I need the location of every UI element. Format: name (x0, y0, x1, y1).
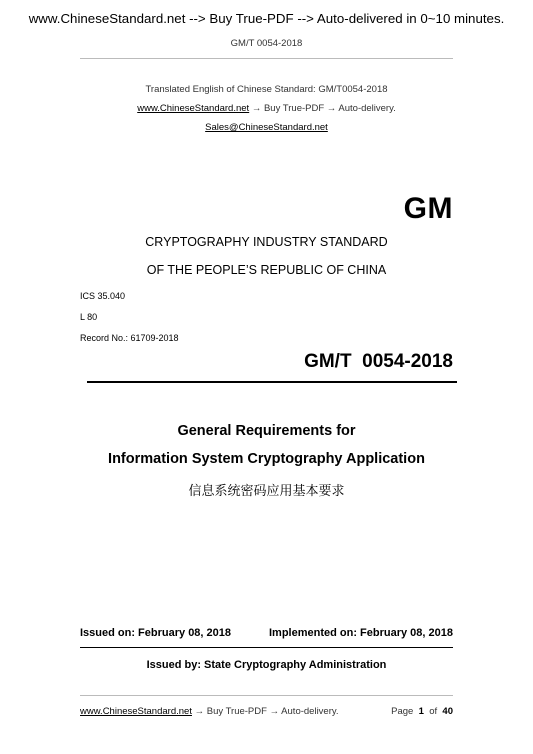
footer-delivery (80, 706, 339, 717)
title-chinese: 信息系统密码应用基本要求 (188, 484, 345, 499)
footer-delivery-text: → Buy True-PDF → Auto-delivery. (191, 706, 339, 717)
footer-divider (80, 695, 453, 696)
sales-email-link[interactable]: Sales@ChineseStandard.net (205, 122, 328, 133)
implemented-date: Implemented on: February 08, 2018 (268, 627, 453, 639)
top-banner: www.ChineseStandard.net --> Buy True-PDF --> Auto-delivered in 0~10 minutes. (28, 11, 505, 26)
code-divider (87, 381, 457, 383)
header-doc-code: GM/T 0054-2018 (230, 38, 303, 49)
translation-block (0, 80, 533, 137)
translation-line: Translated English of Chinese Standard: GM/T0054-2018 (145, 84, 388, 95)
header-divider (80, 58, 453, 59)
issued-date: Issued on: February 08, 2018 (80, 627, 232, 639)
page-total: 40 (442, 706, 453, 717)
page-current: 1 (418, 706, 424, 717)
page-indicator (391, 706, 453, 717)
page-of: of (429, 706, 438, 717)
delivery-text: → Buy True-PDF → Auto-delivery. (249, 103, 396, 114)
title-line-1: General Requirements for (177, 423, 356, 439)
issuer: Issued by: State Cryptography Administration (146, 659, 387, 671)
gm-logo: GM (403, 192, 453, 225)
dates-divider (80, 647, 453, 648)
title-line-2: Information System Cryptography Application (108, 451, 425, 467)
page-label: Page (391, 706, 414, 717)
record-number: Record No.: 61709-2018 (80, 333, 179, 343)
ics-code: ICS 35.040 (80, 291, 126, 301)
standard-line-2: OF THE PEOPLE’S REPUBLIC OF CHINA (146, 263, 387, 277)
standard-line-1: CRYPTOGRAPHY INDUSTRY STANDARD (145, 235, 388, 249)
translation-delivery-line (0, 99, 533, 118)
standard-code: GM/T 0054-2018 (304, 351, 453, 372)
site-link[interactable]: www.ChineseStandard.net (137, 103, 250, 114)
l-code: L 80 (80, 312, 98, 322)
footer-site-link[interactable]: www.ChineseStandard.net (80, 706, 192, 717)
